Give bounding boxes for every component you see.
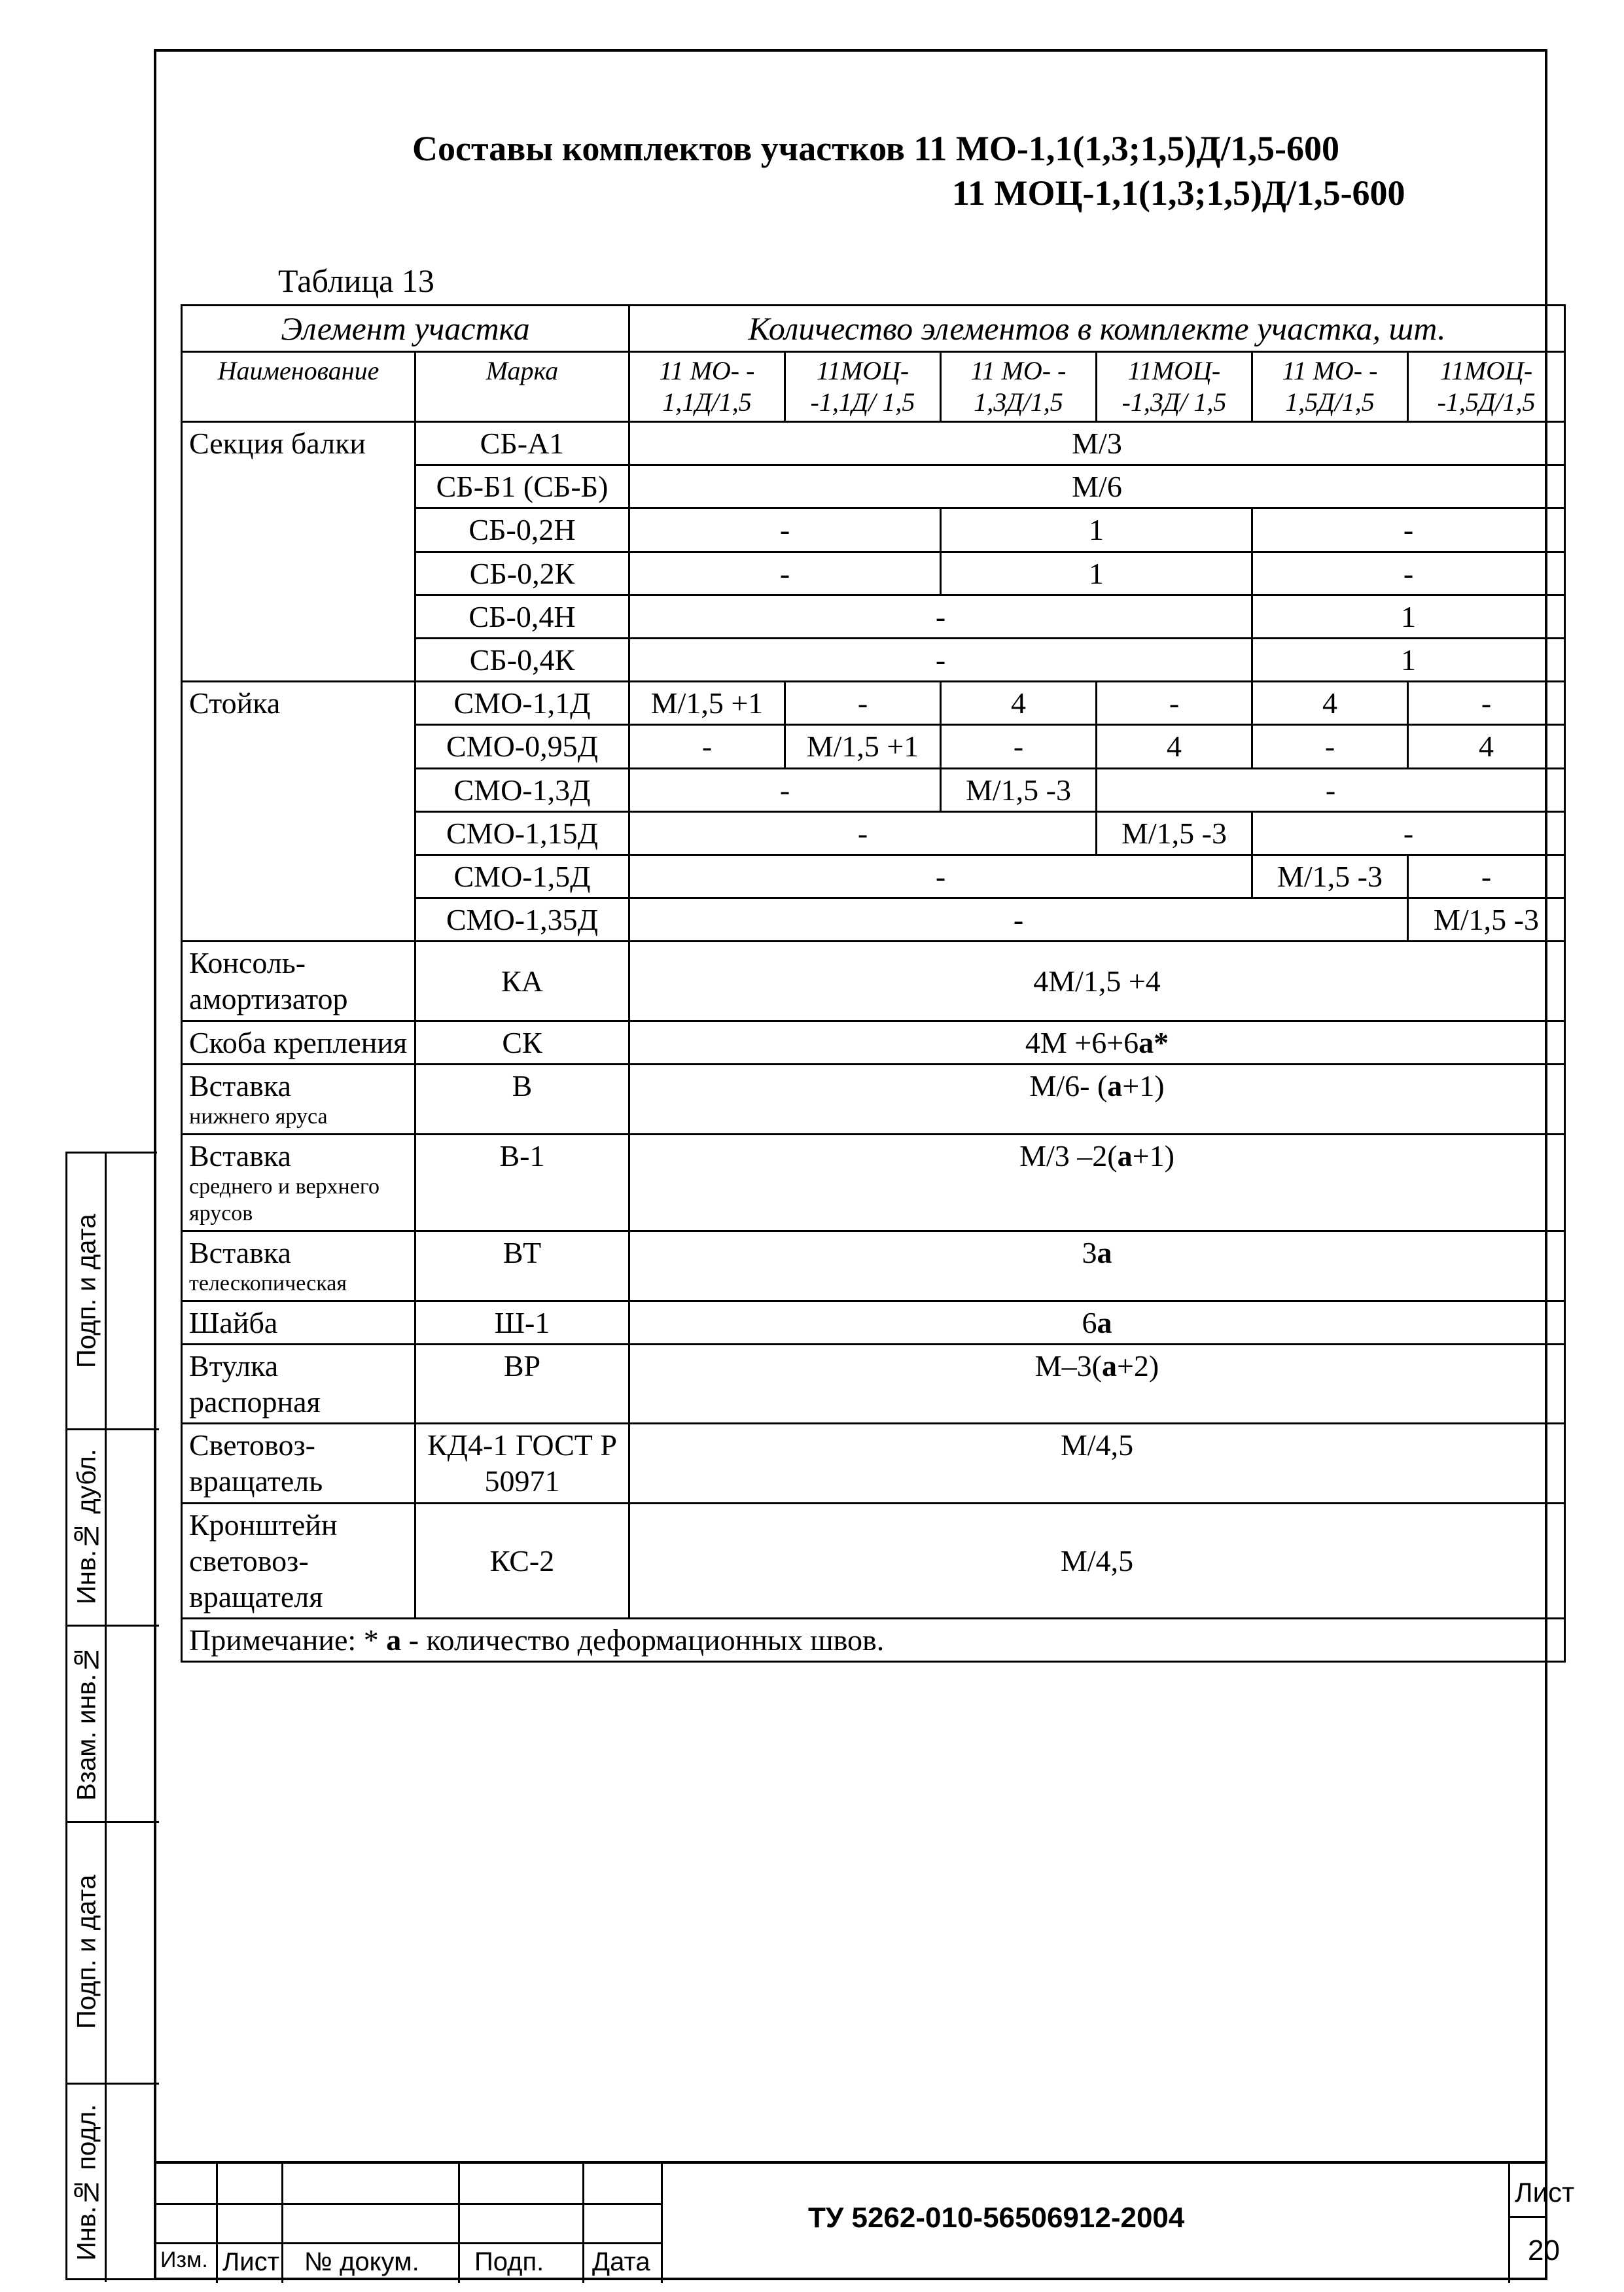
row-name-svr: Световоз-вращатель	[182, 1424, 415, 1503]
cell-value: М/4,5	[629, 1503, 1565, 1619]
stamp-podp: Подп.	[474, 2248, 544, 2276]
cell-value: -	[629, 552, 941, 595]
side-stamp-strip	[65, 1152, 157, 2280]
sheet-label: Лист	[1515, 2177, 1575, 2208]
cell-value: -	[1252, 508, 1565, 552]
mark: ВТ	[415, 1231, 629, 1301]
row-name-sk: Скоба крепления	[182, 1021, 415, 1064]
mark: СМО-1,35Д	[415, 898, 629, 942]
mark: КА	[415, 942, 629, 1021]
stamp-data: Дата	[592, 2248, 650, 2276]
cell-value: -	[1252, 811, 1565, 855]
cell-value: -	[629, 855, 1252, 898]
side-label: Инв.№ дубл.	[72, 1449, 101, 1604]
stamp-izm: Изм.	[160, 2248, 208, 2272]
title-line-1: Составы комплектов участков 11 МО-1,1(1,3;1,5)Д/1,5-600	[412, 129, 1339, 168]
mark: КД4-1 ГОСТ Р 50971	[415, 1424, 629, 1503]
cell-value: М/1,5 -3	[1097, 811, 1252, 855]
header-mark: Марка	[415, 352, 629, 422]
mark: СБ-0,4Н	[415, 595, 629, 638]
row-name-beam: Секция балки	[182, 422, 415, 682]
cell-value: М/1,5 +1	[785, 725, 941, 768]
cell-value: М/6	[629, 465, 1565, 508]
mark: В-1	[415, 1134, 629, 1231]
side-label: Взам. инв.№	[72, 1645, 101, 1801]
cell-value: М/1,5 +1	[629, 682, 785, 725]
cell-value: -	[629, 811, 1097, 855]
stamp-docnum: № докум.	[304, 2248, 419, 2276]
cell-value: 1	[1252, 638, 1565, 681]
cell-value: М/6- (а+1)	[629, 1064, 1565, 1134]
mark: СК	[415, 1021, 629, 1064]
mark: Ш-1	[415, 1301, 629, 1344]
cell-value: М/1,5 -3	[1408, 898, 1565, 942]
cell-value: 6а	[629, 1301, 1565, 1344]
cell-value: 4	[941, 682, 1097, 725]
cell-value: -	[1097, 768, 1565, 811]
side-label: Подп. и дата	[72, 1214, 101, 1368]
mark: СМО-1,1Д	[415, 682, 629, 725]
header-quantity: Количество элементов в комплекте участка, шт.	[629, 306, 1565, 352]
cell-value: 3а	[629, 1231, 1565, 1301]
cell-value: -	[941, 725, 1097, 768]
mark: СБ-0,4К	[415, 638, 629, 681]
cell-value: 4	[1097, 725, 1252, 768]
row-name-v1: Вставка среднего и верхнего ярусов	[182, 1134, 415, 1231]
header-kit-4: 11МОЦ- -1,3Д/ 1,5	[1097, 352, 1252, 422]
header-kit-5: 11 МО- - 1,5Д/1,5	[1252, 352, 1408, 422]
header-kit-6: 11МОЦ- -1,5Д/1,5	[1408, 352, 1565, 422]
mark: ВР	[415, 1344, 629, 1423]
cell-value: -	[1097, 682, 1252, 725]
cell-value: -	[1252, 552, 1565, 595]
header-kit-1: 11 МО- - 1,1Д/1,5	[629, 352, 785, 422]
cell-value: 4М +6+6а*	[629, 1021, 1565, 1064]
cell-value: -	[1408, 682, 1565, 725]
cell-value: -	[629, 508, 941, 552]
table-caption: Таблица 13	[278, 262, 434, 299]
cell-value: 1	[941, 508, 1252, 552]
cell-value: 4	[1408, 725, 1565, 768]
cell-value: М/1,5 -3	[941, 768, 1097, 811]
cell-value: М–3(а+2)	[629, 1344, 1565, 1423]
cell-value: -	[1408, 855, 1565, 898]
header-row-1	[182, 306, 1565, 352]
header-name: Наименование	[182, 352, 415, 422]
cell-value: 4	[1252, 682, 1408, 725]
cell-value: -	[629, 725, 785, 768]
header-element: Элемент участка	[182, 306, 629, 352]
cell-value: -	[1252, 725, 1408, 768]
cell-value: М/1,5 -3	[1252, 855, 1408, 898]
row-name-vr: Втулка распорная	[182, 1344, 415, 1423]
side-label: Инв.№ подл.	[72, 2104, 101, 2261]
mark: СБ-0,2К	[415, 552, 629, 595]
mark: КС-2	[415, 1503, 629, 1619]
mark: СБ-А1	[415, 422, 629, 465]
cell-value: -	[785, 682, 941, 725]
cell-value: М/3 –2(а+1)	[629, 1134, 1565, 1231]
document-number: ТУ 5262-010-56506912-2004	[808, 2202, 1185, 2234]
row-name-ks: Кронштейн световоз-вращателя	[182, 1503, 415, 1619]
header-kit-3: 11 МО- - 1,3Д/1,5	[941, 352, 1097, 422]
table-note: Примечание: * а - количество деформационных швов.	[182, 1619, 1565, 1662]
cell-value: М/3	[629, 422, 1565, 465]
stamp-list: Лист	[222, 2248, 279, 2276]
row-name-ka: Консоль-амортизатор	[182, 942, 415, 1021]
cell-value: М/4,5	[629, 1424, 1565, 1503]
mark: В	[415, 1064, 629, 1134]
mark: СБ-Б1 (СБ-Б)	[415, 465, 629, 508]
cell-value: 4М/1,5 +4	[629, 942, 1565, 1021]
mark: СМО-0,95Д	[415, 725, 629, 768]
kit-composition-table	[181, 304, 1566, 1663]
header-kit-2: 11МОЦ- -1,1Д/ 1,5	[785, 352, 941, 422]
row-name-v: Вставка нижнего яруса	[182, 1064, 415, 1134]
title-block	[154, 2161, 1575, 2280]
cell-value: -	[629, 638, 1252, 681]
cell-value: 1	[941, 552, 1252, 595]
mark: СМО-1,15Д	[415, 811, 629, 855]
side-label: Подп. и дата	[72, 1875, 101, 2029]
cell-value: -	[629, 898, 1408, 942]
header-row-2	[182, 352, 1565, 422]
sheet-number: 20	[1528, 2234, 1560, 2266]
cell-value: 1	[1252, 595, 1565, 638]
mark: СМО-1,5Д	[415, 855, 629, 898]
mark: СМО-1,3Д	[415, 768, 629, 811]
cell-value: -	[629, 768, 941, 811]
row-name-vt: Вставка телескопическая	[182, 1231, 415, 1301]
title-line-2: 11 МОЦ-1,1(1,3;1,5)Д/1,5-600	[952, 173, 1405, 213]
cell-value: -	[629, 595, 1252, 638]
mark: СБ-0,2Н	[415, 508, 629, 552]
row-name-sh: Шайба	[182, 1301, 415, 1344]
row-name-post: Стойка	[182, 682, 415, 942]
